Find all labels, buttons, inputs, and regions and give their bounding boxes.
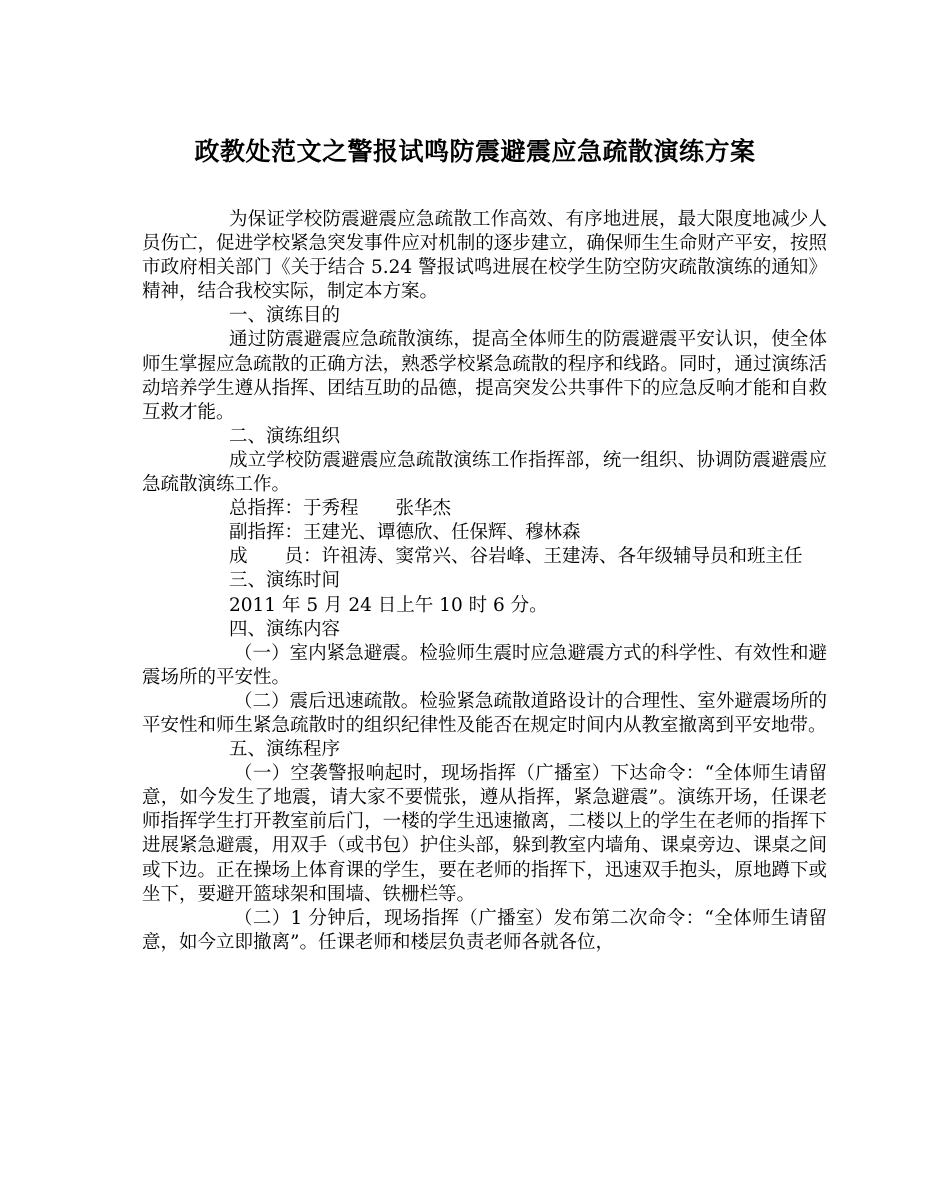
section-heading-purpose: 一、演练目的 [229,305,341,327]
purpose-paragraph: 通过防震避震应急疏散演练，提高全体师生的防震避震平安认识，使全体师生掌握应急疏散的正确方法，熟悉学校紧急疏散的程序和线路。同时，通过演练活动培养学生遵从指挥、团结互助的品德，提高突发公共事件下的应急反响才能和自救互救才能。 [142,329,827,423]
content-item-1: （一）室内紧急避震。检验师生震时应急避震方式的科学性、有效性和避震场所的平安性。 [142,642,827,688]
content-item-2: （二）震后迅速疏散。检验紧急疏散道路设计的合理性、室外避震场所的平安性和师生紧急疏散时的组织纪律性及能否在规定时间内从教室撤离到平安地带。 [142,690,827,736]
intro-paragraph: 为保证学校防震避震应急疏散工作高效、有序地进展，最大限度地减少人员伤亡，促进学校紧急突发事件应对机制的逐步建立，确保师生生命财产平安，按照市政府相关部门《关于结合 5.24 警报试鸣进展在校学生防空防灾疏散演练的通知》精神，结合我校实际，制定本方案。 [142,209,827,303]
document-title: 政教处范文之警报试鸣防震避震应急疏散演练方案 [194,137,756,166]
section-heading-content: 四、演练内容 [229,618,341,640]
members-line: 成 员：许祖涛、窦常兴、谷岩峰、王建涛、各年级辅导员和班主任 [229,546,803,568]
chief-commander-line: 总指挥：于秀程 张华杰 [229,498,452,520]
section-heading-time: 三、演练时间 [229,570,341,592]
organization-paragraph: 成立学校防震避震应急疏散演练工作指挥部，统一组织、协调防震避震应急疏散演练工作。 [142,449,827,496]
document-body [142,208,827,955]
procedure-item-1: （一）空袭警报响起时，现场指挥（广播室）下达命令：“全体师生请留意，如今发生了地震，请大家不要慌张，遵从指挥，紧急避震”。演练开场，任课老师指挥学生打开教室前后门，一楼的学生迅速撤离，二楼以上的学生在老师的指挥下进展紧急避震，用双手（或书包）护住头部，躲到教室内墙角、课桌旁边、课桌之间或下边。正在操场上体育课的学生，要在老师的指挥下，迅速双手抱头，原地蹲下或坐下，要避开篮球架和围墙、铁栅栏等。 [142,763,827,905]
section-heading-procedure: 五、演练程序 [229,739,341,761]
drill-time-line: 2011 年 5 月 24 日上午 10 时 6 分。 [229,594,548,616]
section-heading-organization: 二、演练组织 [229,425,341,447]
deputy-commander-line: 副指挥：王建光、谭德欣、任保辉、穆林森 [229,522,581,544]
procedure-item-2: （二）1 分钟后，现场指挥（广播室）发布第二次命令：“全体师生请留意，如今立即撤离”。任课老师和楼层负责老师各就各位， [142,907,827,953]
